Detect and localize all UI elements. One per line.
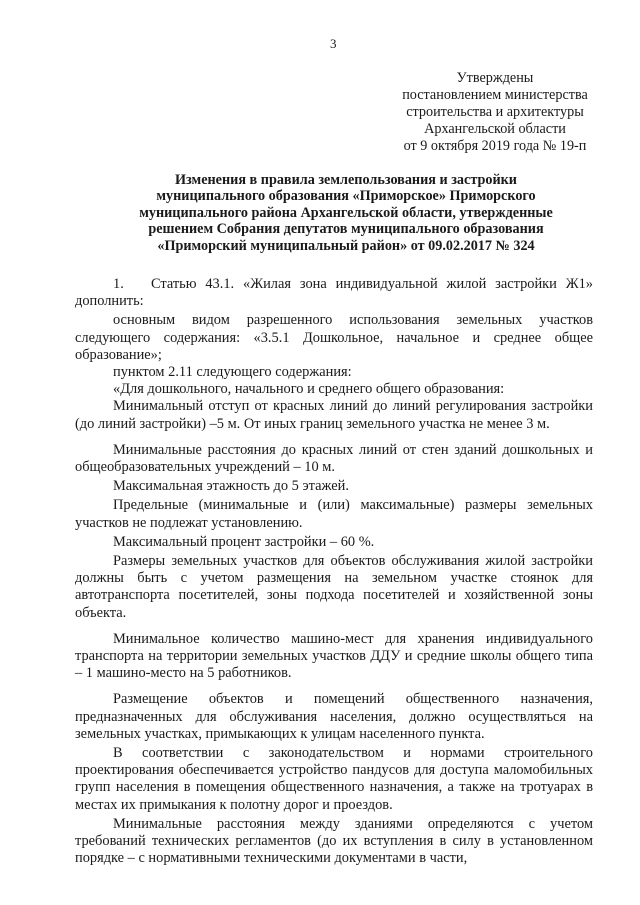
paragraph: Размеры земельных участков для объектов обслуживания жилой застройки должны быть с учетом размещения на земельном участке стоянок для автотранспорта посетителей, зоны подхода посетителей и хозяйственной зоны объекта.	[75, 553, 593, 621]
title-line: «Приморский муниципальный район» от 09.02.2017 № 324	[157, 237, 535, 254]
paragraph: Минимальный отступ от красных линий до линий регулирования застройки (до линий застройки) –5 м. От иных границ земельного участка не менее 3 м.	[75, 398, 593, 432]
approval-line: постановлением министерства	[402, 87, 588, 103]
title-line: решением Собрания депутатов муниципального образования	[148, 221, 544, 238]
paragraph: пунктом 2.11 следующего содержания:	[113, 364, 352, 381]
paragraph: В соответствии с законодательством и нормами строительного проектирования обеспечивается устройство пандусов для доступа маломобильных групп населения в помещения общественного назначения, а также на тротуарах в местах их примыкания к полотну дорог и проездов.	[75, 745, 593, 813]
paragraph: Минимальные расстояния между зданиями определяются с учетом требований технических регламентов (до их вступления в силу в установленном порядке – с нормативными техническими документами в части,	[75, 815, 593, 867]
document-body	[75, 276, 593, 868]
approval-stamp	[386, 70, 604, 155]
title-line: муниципального района Архангельской области, утвержденные	[139, 204, 553, 221]
approval-line: от 9 октября 2019 года № 19-п	[403, 138, 587, 154]
title-line: муниципального образования «Приморское» Приморского	[156, 188, 536, 205]
page-number: 3	[330, 36, 337, 51]
paragraph: Размещение объектов и помещений общественного назначения, предназначенных для обслуживания населения, должно осуществляться на земельных участках, примыкающих к улицам населенного пункта.	[75, 691, 593, 742]
paragraph: Минимальное количество машино-мест для хранения индивидуального транспорта на территории земельных участков ДДУ и средние школы общего типа – 1 машино-место на 5 работников.	[75, 630, 593, 682]
paragraph: основным видом разрешенного использования земельных участков следующего содержания: «3.5.1 Дошкольное, начальное и среднее общее образование»;	[75, 312, 593, 363]
paragraph-text: Статью 43.1. «Жилая зона индивидуальной жилой застройки Ж1» дополнить:	[75, 276, 593, 310]
approval-line: Утверждены	[456, 70, 534, 86]
title-line: Изменения в правила землепользования и застройки	[175, 172, 517, 188]
paragraph: «Для дошкольного, начального и среднего общего образования:	[113, 381, 505, 398]
document-title	[108, 172, 584, 254]
paragraph: Максимальный процент застройки – 60 %.	[113, 533, 375, 550]
approval-line: строительства и архитектуры	[406, 104, 584, 120]
paragraph-item-1	[75, 276, 593, 310]
approval-line: Архангельской области	[424, 121, 566, 137]
paragraph: Предельные (минимальные и (или) максимальные) размеры земельных участков не подлежат установлению.	[75, 497, 593, 531]
item-number: 1.	[113, 276, 124, 292]
paragraph: Минимальные расстояния до красных линий от стен зданий дошкольных и общеобразовательных учреждений – 10 м.	[75, 441, 593, 476]
paragraph: Максимальная этажность до 5 этажей.	[113, 478, 349, 495]
